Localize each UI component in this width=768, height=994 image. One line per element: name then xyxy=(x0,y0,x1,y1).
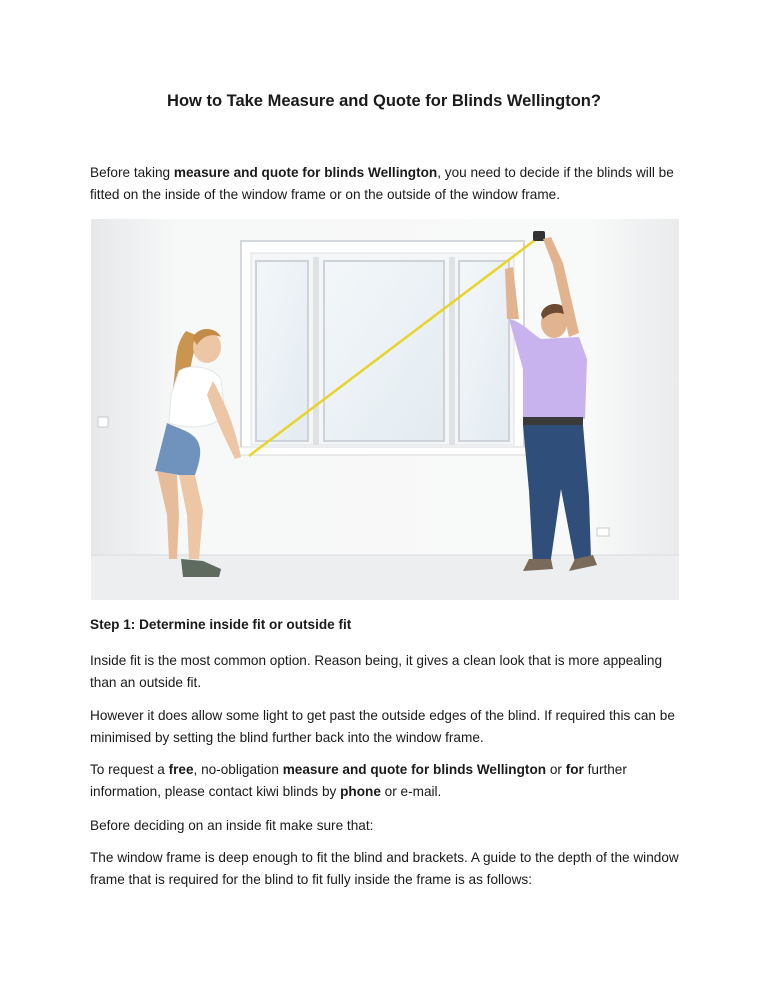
request-paragraph xyxy=(90,759,690,803)
light-paragraph: However it does allow some light to get past the outside edges of the blind. If required this can be minimised by setting the blind further back into the window frame. xyxy=(90,708,675,745)
request-bold-phone: phone xyxy=(340,784,381,799)
request-bold-free: free xyxy=(168,762,194,777)
request-text-3: or xyxy=(546,762,566,777)
intro-paragraph xyxy=(90,162,690,206)
page-title: How to Take Measure and Quote for Blinds Wellington? xyxy=(167,92,601,110)
request-text-1: To request a xyxy=(90,762,169,777)
step1-heading: Step 1: Determine inside fit or outside fit xyxy=(90,617,352,632)
inside-fit-paragraph: Inside fit is the most common option. Reason being, it gives a clean look that is more appealing than an outside fit. xyxy=(90,653,663,690)
measuring-photo xyxy=(91,219,679,600)
request-bold-keyword: measure and quote for blinds Wellington xyxy=(282,762,547,777)
intro-bold-keyword: measure and quote for blinds Wellington xyxy=(173,165,438,180)
request-bold-for: for xyxy=(565,762,584,777)
intro-text-2: , you need to decide if the blinds will be fitted on the inside of the window frame or on the outside of the window frame. xyxy=(90,165,674,202)
request-text-2: , no-obligation xyxy=(193,762,283,777)
before-deciding-paragraph: Before deciding on an inside fit make sure that: xyxy=(90,818,374,833)
depth-paragraph: The window frame is deep enough to fit the blind and brackets. A guide to the depth of the window frame that is required for the blind to fit fully inside the frame is as follows: xyxy=(90,850,679,887)
request-text-5: or e-mail. xyxy=(380,784,442,799)
request-text-4: further information, please contact kiwi blinds by xyxy=(90,762,627,799)
intro-text-1: Before taking xyxy=(90,165,174,180)
